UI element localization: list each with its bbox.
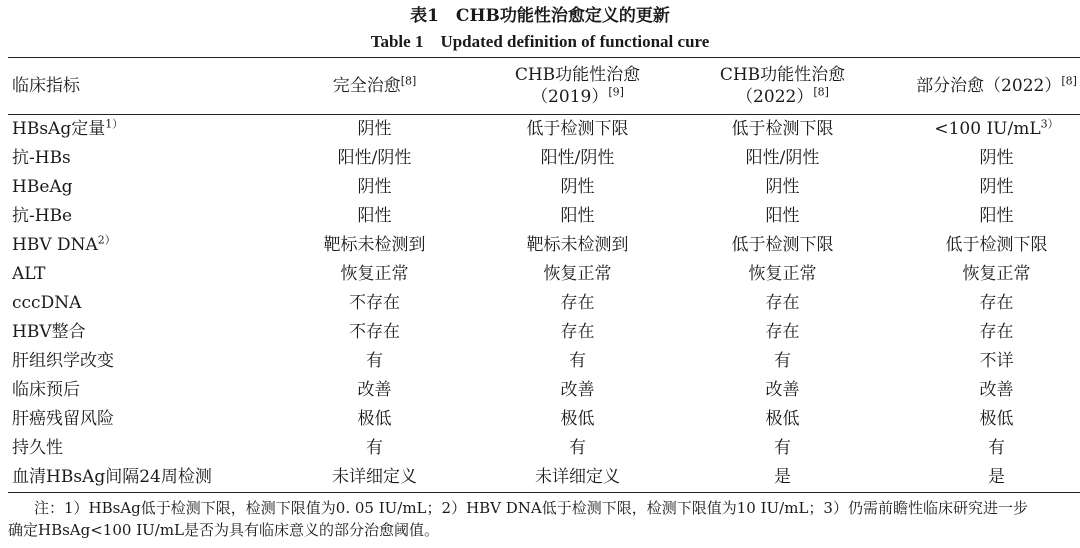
cell-partial-cure-2022 xyxy=(881,173,1080,202)
cell-partial-cure-2022-text: 不详 xyxy=(979,351,1014,371)
cell-partial-cure-2022-text: 极低 xyxy=(979,409,1014,429)
cell-indicator-text: ALT xyxy=(12,264,46,284)
cell-complete-cure-text: 极低 xyxy=(357,409,392,429)
cell-partial-cure-2022-text: 存在 xyxy=(979,293,1014,313)
cell-functional-cure-2019 xyxy=(471,463,684,493)
cell-indicator xyxy=(8,144,278,173)
cell-complete-cure xyxy=(278,115,471,145)
cell-partial-cure-2022 xyxy=(881,347,1080,376)
cell-functional-cure-2019 xyxy=(471,115,684,145)
cell-partial-cure-2022 xyxy=(881,434,1080,463)
cell-functional-cure-2019-text: 阴性 xyxy=(560,177,595,197)
cell-partial-cure-2022 xyxy=(881,231,1080,260)
cell-functional-cure-2022 xyxy=(684,318,881,347)
cell-functional-cure-2022-text: 是 xyxy=(774,467,791,487)
cell-functional-cure-2022-text: 有 xyxy=(774,438,791,458)
cell-indicator-text: HBV整合 xyxy=(12,322,86,342)
cell-functional-cure-2022-text: 低于检测下限 xyxy=(731,119,834,139)
cell-functional-cure-2019-text: 存在 xyxy=(560,293,595,313)
cell-functional-cure-2022 xyxy=(684,173,881,202)
cell-indicator xyxy=(8,173,278,202)
cell-complete-cure xyxy=(278,144,471,173)
table-title-english: Table 1 Updated definition of functional cure xyxy=(370,32,710,51)
cell-functional-cure-2022 xyxy=(684,347,881,376)
cell-partial-cure-2022-text: 阴性 xyxy=(979,148,1014,168)
cell-functional-cure-2019-text: 恢复正常 xyxy=(543,264,612,284)
cell-functional-cure-2022 xyxy=(684,202,881,231)
cell-functional-cure-2022-text: 存在 xyxy=(765,293,800,313)
cell-complete-cure xyxy=(278,173,471,202)
cell-functional-cure-2022 xyxy=(684,376,881,405)
cell-complete-cure-text: 恢复正常 xyxy=(340,264,409,284)
cell-complete-cure-text: 阴性 xyxy=(357,177,392,197)
cell-complete-cure xyxy=(278,405,471,434)
cell-functional-cure-2019-text: 靶标未检测到 xyxy=(526,235,629,255)
cell-indicator xyxy=(8,463,278,493)
table-row xyxy=(8,144,1080,173)
cell-functional-cure-2022 xyxy=(684,463,881,493)
cell-functional-cure-2022 xyxy=(684,260,881,289)
cell-functional-cure-2019 xyxy=(471,434,684,463)
cell-indicator-text: 抗-HBe xyxy=(12,206,73,226)
cell-indicator-text: HBsAg定量 xyxy=(12,119,106,139)
cell-functional-cure-2022 xyxy=(684,231,881,260)
table-body xyxy=(8,115,1080,493)
cell-functional-cure-2019-text: 低于检测下限 xyxy=(526,119,629,139)
cell-complete-cure xyxy=(278,463,471,493)
cell-functional-cure-2022-text: 恢复正常 xyxy=(748,264,817,284)
cell-indicator-text: 肝癌残留风险 xyxy=(12,409,114,429)
cell-functional-cure-2022 xyxy=(684,405,881,434)
cell-functional-cure-2019 xyxy=(471,405,684,434)
cell-partial-cure-2022-text: 阳性 xyxy=(979,206,1014,226)
note-superscript: 2） xyxy=(97,233,116,247)
cell-complete-cure-text: 改善 xyxy=(357,380,392,400)
cell-functional-cure-2022-text: 低于检测下限 xyxy=(731,235,834,255)
cell-indicator xyxy=(8,231,278,260)
cell-functional-cure-2019-text: 有 xyxy=(569,351,586,371)
table-row xyxy=(8,434,1080,463)
cell-functional-cure-2019-text: 存在 xyxy=(560,322,595,342)
cell-partial-cure-2022-text: <100 IU/mL xyxy=(934,119,1041,139)
table-footnote xyxy=(8,497,1072,541)
table-row xyxy=(8,115,1080,145)
cell-functional-cure-2019 xyxy=(471,260,684,289)
table-row xyxy=(8,347,1080,376)
ref-superscript: [9] xyxy=(608,85,624,99)
header-functional-cure-2022: CHB功能性治愈 （2022）[8] xyxy=(719,65,846,107)
cell-functional-cure-2022-text: 阳性/阴性 xyxy=(745,148,820,168)
cell-complete-cure-text: 有 xyxy=(366,438,383,458)
cell-complete-cure-text: 阴性 xyxy=(357,119,392,139)
cell-complete-cure xyxy=(278,434,471,463)
cell-partial-cure-2022 xyxy=(881,260,1080,289)
cell-complete-cure-text: 不存在 xyxy=(349,293,400,313)
header-partial-cure-2022: 部分治愈（2022）[8] xyxy=(916,74,1077,96)
cell-functional-cure-2019 xyxy=(471,347,684,376)
cell-complete-cure-text: 阳性/阴性 xyxy=(337,148,412,168)
cell-functional-cure-2019-text: 有 xyxy=(569,438,586,458)
cell-partial-cure-2022 xyxy=(881,318,1080,347)
cell-partial-cure-2022-text: 有 xyxy=(988,438,1005,458)
cell-indicator xyxy=(8,260,278,289)
header-functional-cure-2019: CHB功能性治愈 （2019）[9] xyxy=(514,65,641,107)
cell-complete-cure xyxy=(278,202,471,231)
cell-indicator xyxy=(8,289,278,318)
cell-partial-cure-2022-text: 低于检测下限 xyxy=(945,235,1048,255)
cell-partial-cure-2022-text: 恢复正常 xyxy=(962,264,1031,284)
cell-complete-cure xyxy=(278,347,471,376)
cell-indicator-text: 血清HBsAg间隔24周检测 xyxy=(12,467,212,487)
cell-indicator-text: HBeAg xyxy=(12,177,73,197)
cell-indicator-text: cccDNA xyxy=(12,293,82,313)
cell-functional-cure-2022 xyxy=(684,289,881,318)
cell-functional-cure-2022 xyxy=(684,434,881,463)
cell-complete-cure xyxy=(278,376,471,405)
cell-functional-cure-2019-text: 阳性 xyxy=(560,206,595,226)
cell-partial-cure-2022 xyxy=(881,463,1080,493)
table-row xyxy=(8,289,1080,318)
cell-complete-cure-text: 不存在 xyxy=(349,322,400,342)
table-row xyxy=(8,376,1080,405)
cell-functional-cure-2022 xyxy=(684,144,881,173)
cell-complete-cure xyxy=(278,260,471,289)
cell-functional-cure-2022-text: 有 xyxy=(774,351,791,371)
cell-partial-cure-2022 xyxy=(881,144,1080,173)
footnote-line-1: 注：1）HBsAg低于检测下限，检测下限值为0. 05 IU/mL；2）HBV DNA低于检测下限，检测下限值为10 IU/mL；3）仍需前瞻性临床研究进一步 xyxy=(34,499,1028,517)
cell-indicator xyxy=(8,202,278,231)
cell-indicator xyxy=(8,115,278,145)
table-row xyxy=(8,202,1080,231)
cell-functional-cure-2019-text: 阳性/阴性 xyxy=(540,148,615,168)
header-clinical-indicator: 临床指标 xyxy=(12,76,80,96)
table-row xyxy=(8,318,1080,347)
cell-indicator-text: 持久性 xyxy=(12,438,63,458)
cell-partial-cure-2022 xyxy=(881,202,1080,231)
cell-functional-cure-2019 xyxy=(471,173,684,202)
ref-superscript: [8] xyxy=(400,74,417,88)
cell-functional-cure-2022-text: 阳性 xyxy=(765,206,800,226)
cell-complete-cure-text: 阳性 xyxy=(357,206,392,226)
cell-complete-cure xyxy=(278,318,471,347)
table-title-chinese: 表1 CHB功能性治愈定义的更新 xyxy=(410,6,670,26)
cell-functional-cure-2019-text: 改善 xyxy=(560,380,595,400)
header-complete-cure: 完全治愈[8] xyxy=(332,74,417,96)
footnote-line-2: 确定HBsAg<100 IU/mL是否为具有临床意义的部分治愈阈值。 xyxy=(8,521,440,539)
cell-indicator xyxy=(8,376,278,405)
cell-partial-cure-2022 xyxy=(881,115,1080,145)
cell-partial-cure-2022-text: 阴性 xyxy=(979,177,1014,197)
cell-functional-cure-2019 xyxy=(471,376,684,405)
cell-indicator-text: HBV DNA xyxy=(12,235,98,255)
table-row xyxy=(8,173,1080,202)
cell-partial-cure-2022 xyxy=(881,405,1080,434)
cell-indicator-text: 抗-HBs xyxy=(12,148,71,168)
cell-indicator xyxy=(8,318,278,347)
cell-complete-cure-text: 有 xyxy=(366,351,383,371)
cell-functional-cure-2019 xyxy=(471,318,684,347)
cell-functional-cure-2022 xyxy=(684,115,881,145)
cell-indicator xyxy=(8,405,278,434)
table-row xyxy=(8,231,1080,260)
cell-functional-cure-2022-text: 阴性 xyxy=(765,177,800,197)
table-row xyxy=(8,260,1080,289)
cell-functional-cure-2019-text: 极低 xyxy=(560,409,595,429)
table-row xyxy=(8,405,1080,434)
cell-partial-cure-2022-text: 改善 xyxy=(979,380,1014,400)
cell-functional-cure-2022-text: 极低 xyxy=(765,409,800,429)
cell-functional-cure-2019 xyxy=(471,202,684,231)
cell-complete-cure-text: 靶标未检测到 xyxy=(323,235,426,255)
cell-functional-cure-2022-text: 存在 xyxy=(765,322,800,342)
cell-functional-cure-2019 xyxy=(471,231,684,260)
ref-superscript: [8] xyxy=(1061,74,1077,88)
cell-partial-cure-2022-text: 是 xyxy=(988,467,1005,487)
ref-superscript: [8] xyxy=(813,85,829,99)
cell-indicator-text: 肝组织学改变 xyxy=(12,351,114,371)
cell-indicator-text: 临床预后 xyxy=(12,380,80,400)
cell-complete-cure xyxy=(278,289,471,318)
table-row xyxy=(8,463,1080,493)
cell-indicator xyxy=(8,434,278,463)
cell-partial-cure-2022-text: 存在 xyxy=(979,322,1014,342)
cell-functional-cure-2022-text: 改善 xyxy=(765,380,800,400)
cell-partial-cure-2022 xyxy=(881,289,1080,318)
cell-functional-cure-2019 xyxy=(471,144,684,173)
cell-complete-cure xyxy=(278,231,471,260)
functional-cure-table xyxy=(8,57,1080,493)
cell-partial-cure-2022 xyxy=(881,376,1080,405)
cell-indicator xyxy=(8,347,278,376)
cell-functional-cure-2019 xyxy=(471,289,684,318)
cell-functional-cure-2019-text: 未详细定义 xyxy=(535,467,620,487)
note-superscript: 3） xyxy=(1040,117,1059,131)
table-header-row xyxy=(8,58,1080,115)
note-superscript: 1） xyxy=(105,117,124,131)
cell-complete-cure-text: 未详细定义 xyxy=(332,467,417,487)
